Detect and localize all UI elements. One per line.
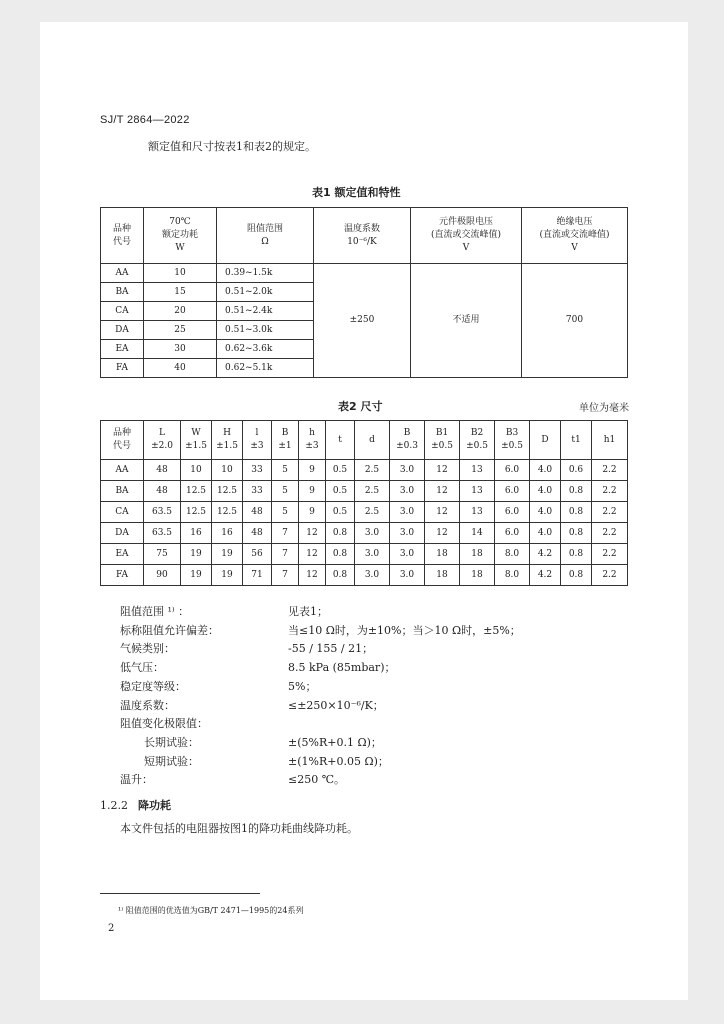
table2-header-cell: 品种 代号 xyxy=(101,421,144,460)
table2-cell: 4.2 xyxy=(530,544,561,565)
table2-cell: 90 xyxy=(144,565,181,586)
table2-cell: 12 xyxy=(299,544,326,565)
table2-cell: 10 xyxy=(181,460,212,481)
table2-cell: 56 xyxy=(243,544,272,565)
table2-cell: 0.8 xyxy=(561,502,592,523)
table2-cell: 4.0 xyxy=(530,481,561,502)
section-text: 本文件包括的电阻器按图1的降功耗曲线降功耗。 xyxy=(120,822,358,835)
table2-cell: 4.2 xyxy=(530,565,561,586)
table2-cell: 18 xyxy=(460,565,495,586)
table2-cell: 48 xyxy=(243,502,272,523)
spec-row xyxy=(120,622,521,641)
table2-cell: 5 xyxy=(272,502,299,523)
table2-cell: 2.2 xyxy=(592,565,628,586)
table1-cell: BA xyxy=(101,283,144,302)
table2-cell: 0.8 xyxy=(561,565,592,586)
table1-cell: 0.62~3.6k xyxy=(217,340,314,359)
table2-cell: 2.2 xyxy=(592,481,628,502)
table2-cell: 12.5 xyxy=(212,481,243,502)
table1-cell: AA xyxy=(101,264,144,283)
table2-cell: 9 xyxy=(299,481,326,502)
table2-cell: 6.0 xyxy=(495,502,530,523)
table2-header-cell: D xyxy=(530,421,561,460)
rating-table xyxy=(100,207,628,378)
table2-cell: 9 xyxy=(299,502,326,523)
table2-cell: 10 xyxy=(212,460,243,481)
table2-cell: 3.0 xyxy=(355,523,390,544)
table2-cell: 12.5 xyxy=(181,481,212,502)
table2-cell: 5 xyxy=(272,460,299,481)
table1-cell: 10 xyxy=(144,264,217,283)
table1-cell: CA xyxy=(101,302,144,321)
table2-cell: 3.0 xyxy=(355,544,390,565)
table1-header-cell: 70℃ 额定功耗 W xyxy=(144,208,217,264)
table2-cell: 0.8 xyxy=(326,544,355,565)
table1-caption: 表1 额定值和特性 xyxy=(312,186,401,199)
spec-value: ±(5%R+0.1 Ω)； xyxy=(288,735,382,749)
table2-header-cell: t xyxy=(326,421,355,460)
table2-cell: 12 xyxy=(299,523,326,544)
table-row xyxy=(101,460,628,481)
table1-cell: 25 xyxy=(144,321,217,340)
table1-cell: DA xyxy=(101,321,144,340)
table2-cell: 75 xyxy=(144,544,181,565)
table2-header-cell: B ±0.3 xyxy=(390,421,425,460)
table1-cell: 40 xyxy=(144,359,217,378)
spec-value: ≤250 ℃。 xyxy=(288,773,346,787)
insulation-voltage-cell: 700 xyxy=(522,264,628,378)
table1-cell: 20 xyxy=(144,302,217,321)
table1-cell: 0.51~3.0k xyxy=(217,321,314,340)
table1-header-cell: 阻值范围 Ω xyxy=(217,208,314,264)
spec-label: 温度系数： xyxy=(120,698,175,712)
table-row xyxy=(101,481,628,502)
table2-cell: 0.5 xyxy=(326,460,355,481)
table-row xyxy=(101,544,628,565)
table2-caption: 表2 尺寸 xyxy=(338,400,383,413)
table2-header-cell: B3 ±0.5 xyxy=(495,421,530,460)
table1-cell: 0.51~2.0k xyxy=(217,283,314,302)
footnote: ¹⁾ 阻值范围的优选值为GB/T 2471—1995的24系列 xyxy=(118,906,304,915)
unit-note: 单位为毫米 xyxy=(579,403,629,414)
spec-value: ±(1%R+0.05 Ω)； xyxy=(288,754,389,768)
table1-cell: 0.39~1.5k xyxy=(217,264,314,283)
table2-cell: 4.0 xyxy=(530,502,561,523)
spec-row xyxy=(120,771,521,790)
table2-cell: 7 xyxy=(272,544,299,565)
table2-cell: 2.2 xyxy=(592,460,628,481)
table2-cell: 18 xyxy=(425,565,460,586)
spec-row xyxy=(120,603,521,622)
spec-value: 8.5 kPa (85mbar)； xyxy=(288,661,396,675)
table2-cell: 9 xyxy=(299,460,326,481)
table-row xyxy=(101,502,628,523)
table2-cell: 0.8 xyxy=(326,565,355,586)
table2-cell: 19 xyxy=(181,544,212,565)
table1-cell: 0.51~2.4k xyxy=(217,302,314,321)
spec-label: 温升： xyxy=(120,773,153,787)
table2-cell: 19 xyxy=(212,565,243,586)
table-row xyxy=(101,565,628,586)
table2-cell: 33 xyxy=(243,481,272,502)
table2-header-cell: H ±1.5 xyxy=(212,421,243,460)
table2-header-cell: l ±3 xyxy=(243,421,272,460)
footnote-divider xyxy=(100,893,260,894)
table2-cell: 19 xyxy=(212,544,243,565)
table2-cell: 2.5 xyxy=(355,460,390,481)
table2-cell: EA xyxy=(101,544,144,565)
table2-cell: 4.0 xyxy=(530,460,561,481)
table2-cell: 2.2 xyxy=(592,544,628,565)
table2-cell: 3.0 xyxy=(390,544,425,565)
spec-row xyxy=(120,640,521,659)
spec-row xyxy=(120,678,521,697)
spec-label: 低气压： xyxy=(120,661,164,675)
section-heading xyxy=(100,797,171,813)
table1-cell: EA xyxy=(101,340,144,359)
table2-cell: 7 xyxy=(272,565,299,586)
table2-header-cell: d xyxy=(355,421,390,460)
table2-cell: 3.0 xyxy=(390,565,425,586)
spec-label: 长期试验： xyxy=(144,735,199,749)
spec-value: 见表1； xyxy=(288,605,328,618)
spec-label: 气候类别： xyxy=(120,642,175,656)
table2-cell: 63.5 xyxy=(144,523,181,544)
table2-cell: 12 xyxy=(425,523,460,544)
table2-cell: 12 xyxy=(299,565,326,586)
spec-row xyxy=(120,697,521,716)
section-number: 1.2.2 xyxy=(100,799,128,812)
table2-cell: 13 xyxy=(460,460,495,481)
spec-row xyxy=(120,715,521,734)
table1-cell: 30 xyxy=(144,340,217,359)
table2-header-cell: h1 xyxy=(592,421,628,460)
section-title: 降功耗 xyxy=(138,799,171,812)
table2-cell: 33 xyxy=(243,460,272,481)
table2-cell: 12 xyxy=(425,460,460,481)
table2-cell: 12.5 xyxy=(212,502,243,523)
table1-cell: 0.62~5.1k xyxy=(217,359,314,378)
table2-cell: 0.8 xyxy=(326,523,355,544)
table2-cell: 0.8 xyxy=(561,481,592,502)
table2-cell: FA xyxy=(101,565,144,586)
table2-cell: 8.0 xyxy=(495,565,530,586)
table2-cell: 7 xyxy=(272,523,299,544)
table2-cell: 48 xyxy=(144,460,181,481)
spec-value: -55 / 155 / 21； xyxy=(288,642,374,656)
table2-cell: 0.6 xyxy=(561,460,592,481)
spec-label: 阻值变化极限值： xyxy=(120,717,208,731)
spec-row xyxy=(120,734,521,753)
table1-header-cell: 品种 代号 xyxy=(101,208,144,264)
spec-value: 当≤10 Ω时，为±10%；当＞10 Ω时，±5%； xyxy=(288,623,521,637)
table2-header-cell: B1 ±0.5 xyxy=(425,421,460,460)
table2-cell: 2.2 xyxy=(592,523,628,544)
table2-cell: 6.0 xyxy=(495,481,530,502)
table2-header-cell: W ±1.5 xyxy=(181,421,212,460)
table2-cell: 5 xyxy=(272,481,299,502)
table2-cell: 3.0 xyxy=(390,481,425,502)
table2-cell: AA xyxy=(101,460,144,481)
table2-cell: 71 xyxy=(243,565,272,586)
spec-row xyxy=(120,753,521,772)
table2-cell: 12 xyxy=(425,481,460,502)
table2-cell: 8.0 xyxy=(495,544,530,565)
table2-header-cell: h ±3 xyxy=(299,421,326,460)
table1-header-cell: 温度系数 10⁻⁶/K xyxy=(314,208,411,264)
page-number: 2 xyxy=(108,923,115,934)
table2-cell: 0.8 xyxy=(561,544,592,565)
table2-cell: 6.0 xyxy=(495,523,530,544)
table2-cell: 16 xyxy=(181,523,212,544)
table2-cell: 3.0 xyxy=(390,460,425,481)
table1-header-cell: 元件极限电压 (直流或交流峰值) V xyxy=(411,208,522,264)
table2-cell: 2.2 xyxy=(592,502,628,523)
table2-cell: 4.0 xyxy=(530,523,561,544)
standard-header: SJ/T 2864—2022 xyxy=(100,114,190,126)
table2-cell: 18 xyxy=(425,544,460,565)
table2-header-cell: L ±2.0 xyxy=(144,421,181,460)
table2-cell: 2.5 xyxy=(355,481,390,502)
table2-cell: BA xyxy=(101,481,144,502)
intro-paragraph: 额定值和尺寸按表1和表2的规定。 xyxy=(148,140,316,153)
table2-cell: 12 xyxy=(425,502,460,523)
spec-value: ≤±250×10⁻⁶/K； xyxy=(288,698,384,712)
table2-cell: 6.0 xyxy=(495,460,530,481)
table2-cell: 48 xyxy=(144,481,181,502)
dimension-table xyxy=(100,420,628,586)
table2-cell: 3.0 xyxy=(355,565,390,586)
table2-cell: 14 xyxy=(460,523,495,544)
spec-row xyxy=(120,659,521,678)
table2-cell: 0.5 xyxy=(326,502,355,523)
spec-label: 阻值范围 ¹⁾ ： xyxy=(120,605,190,618)
table1-cell: FA xyxy=(101,359,144,378)
spec-label: 标称阻值允许偏差： xyxy=(120,623,219,637)
spec-label: 短期试验： xyxy=(144,754,199,768)
table2-cell: 3.0 xyxy=(390,523,425,544)
table2-cell: 0.5 xyxy=(326,481,355,502)
temp-coef-cell: ±250 xyxy=(314,264,411,378)
table2-cell: 18 xyxy=(460,544,495,565)
table2-cell: 2.5 xyxy=(355,502,390,523)
limit-voltage-cell: 不适用 xyxy=(411,264,522,378)
table2-cell: 3.0 xyxy=(390,502,425,523)
table-row xyxy=(101,523,628,544)
spec-list xyxy=(120,603,521,790)
table2-cell: 13 xyxy=(460,502,495,523)
table2-cell: 16 xyxy=(212,523,243,544)
table2-cell: 63.5 xyxy=(144,502,181,523)
table2-cell: 19 xyxy=(181,565,212,586)
table2-header-cell: B2 ±0.5 xyxy=(460,421,495,460)
spec-value: 5%； xyxy=(288,679,317,693)
table2-cell: DA xyxy=(101,523,144,544)
spec-label: 稳定度等级： xyxy=(120,679,186,693)
table2-cell: CA xyxy=(101,502,144,523)
table2-cell: 48 xyxy=(243,523,272,544)
table1-cell: 15 xyxy=(144,283,217,302)
table2-cell: 0.8 xyxy=(561,523,592,544)
table2-cell: 13 xyxy=(460,481,495,502)
table1-header-cell: 绝缘电压 (直流或交流峰值) V xyxy=(522,208,628,264)
table2-cell: 12.5 xyxy=(181,502,212,523)
table2-header-cell: B ±1 xyxy=(272,421,299,460)
table2-header-cell: t1 xyxy=(561,421,592,460)
